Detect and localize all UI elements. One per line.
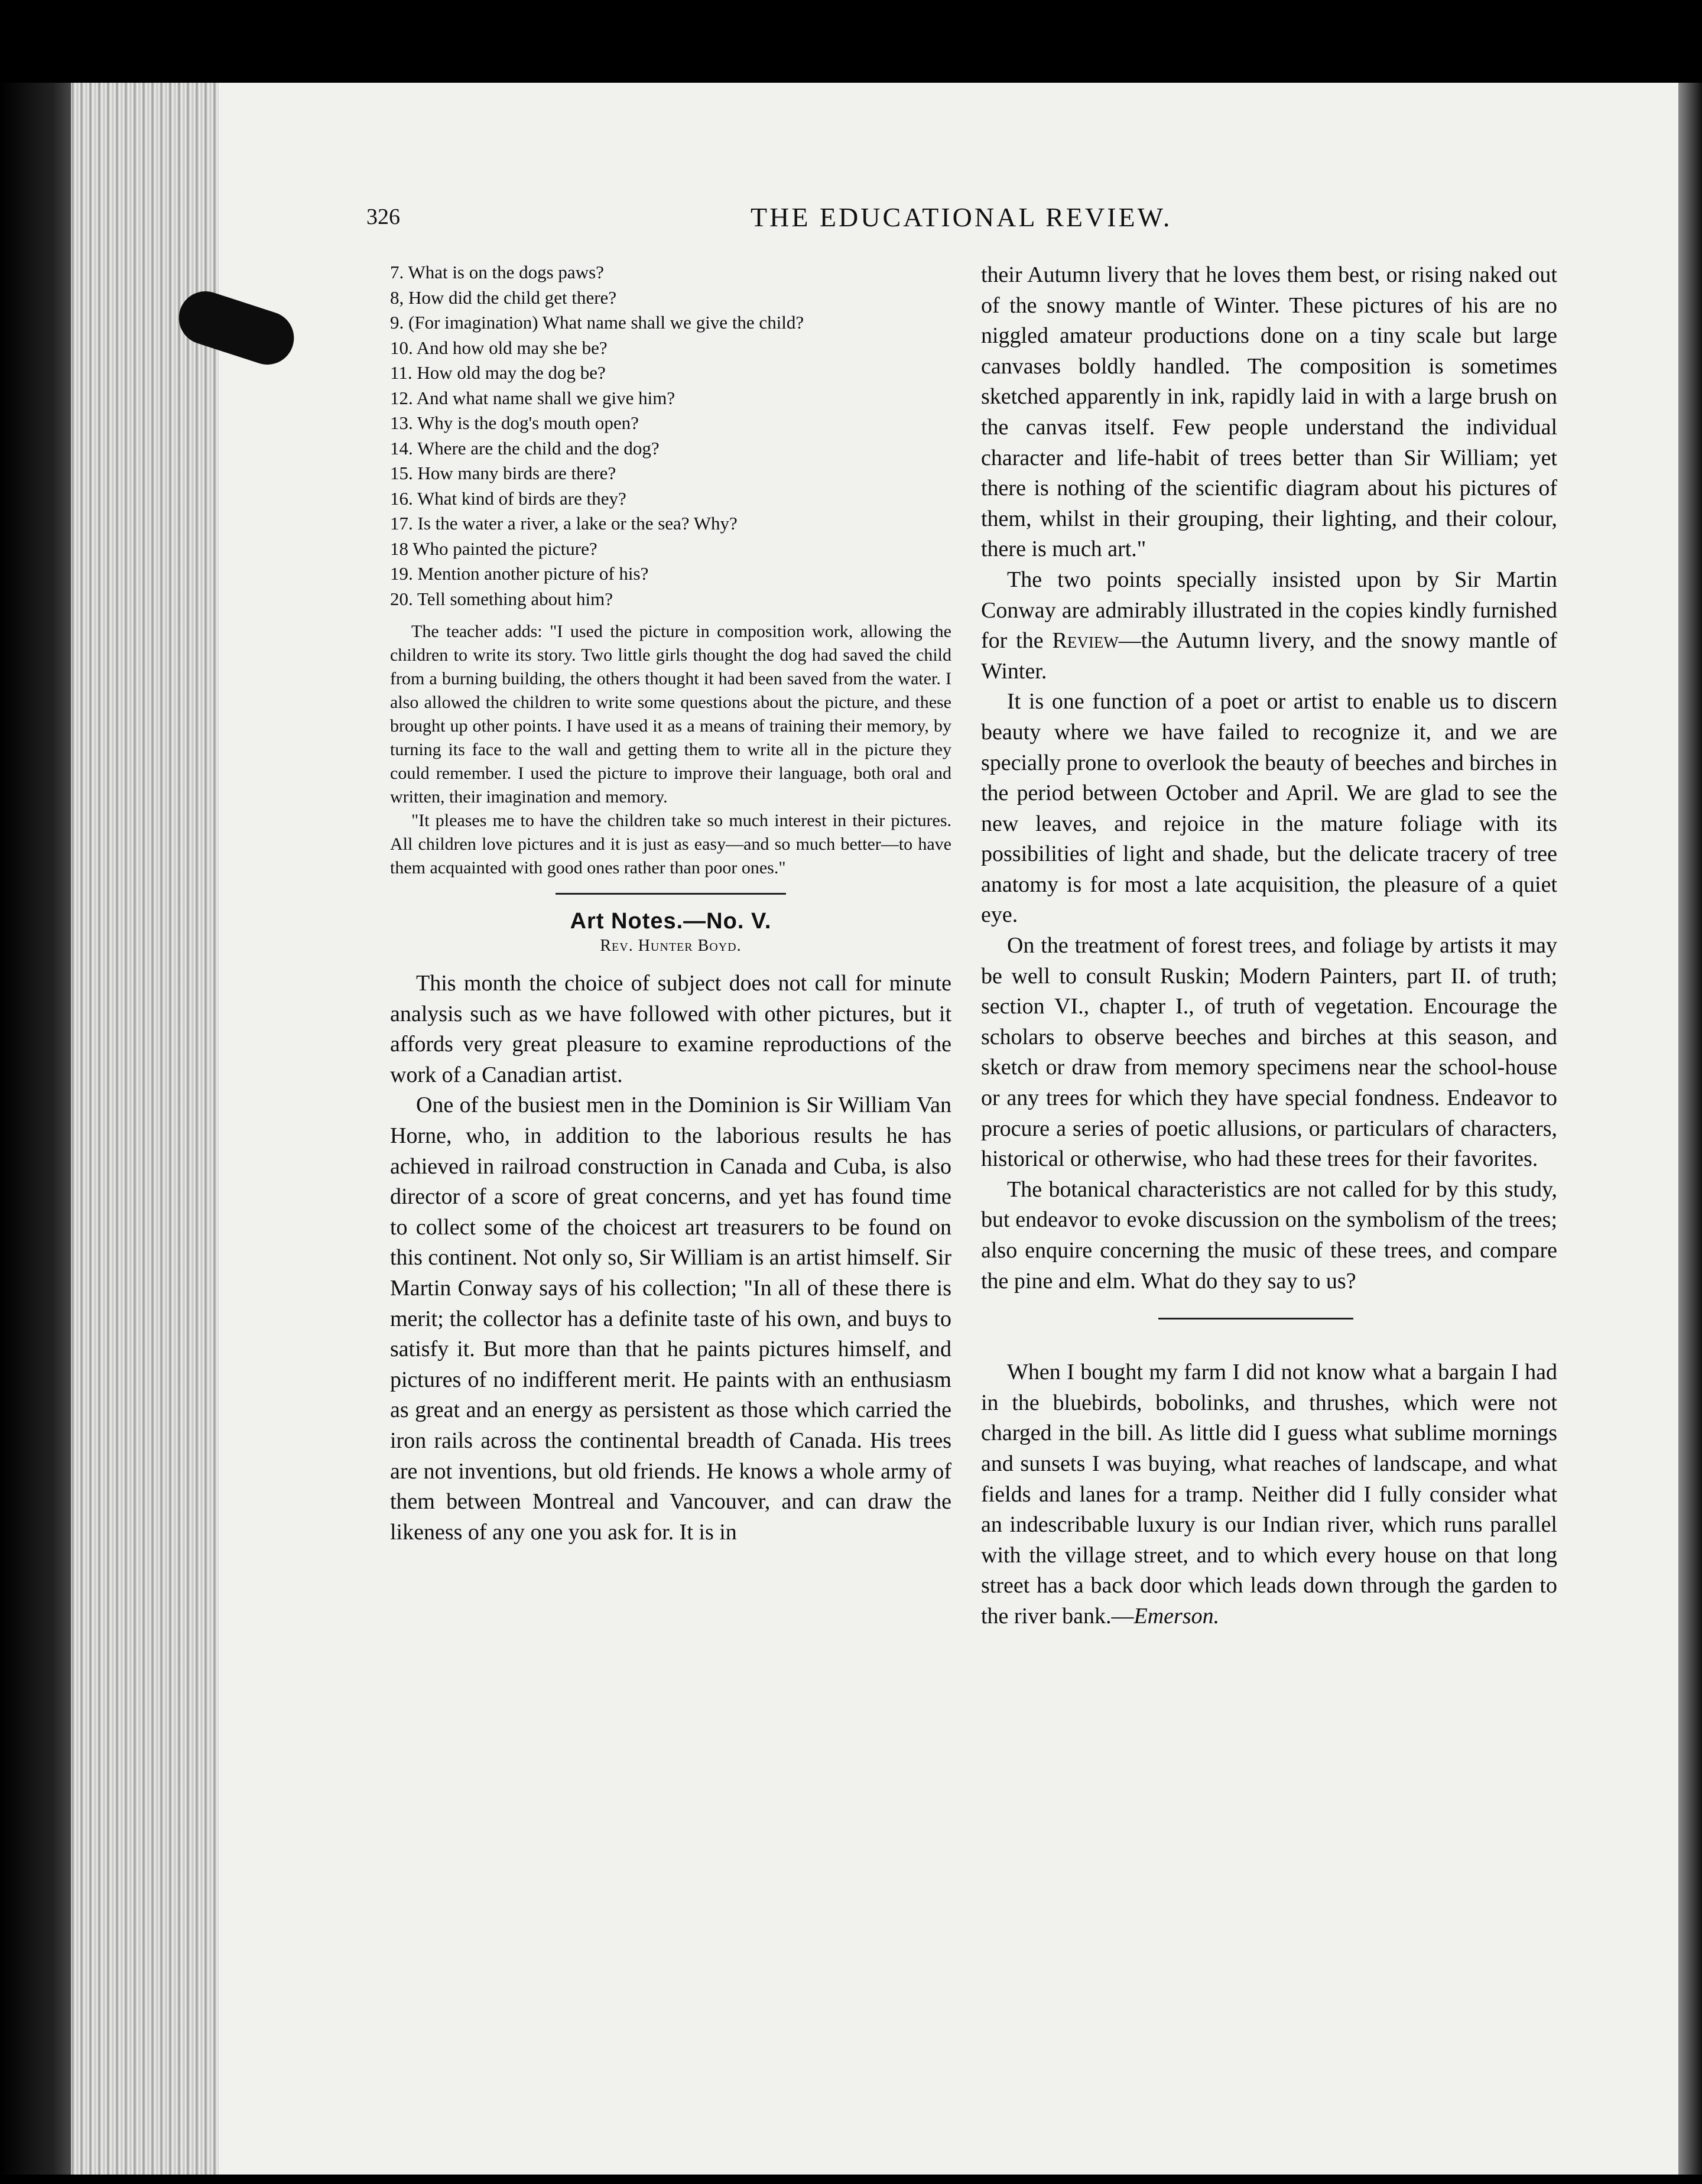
stacked-page-edges xyxy=(71,83,219,2175)
article-paragraph: This month the choice of subject does not call for minute analysis such as we have followed with other pictures, but it affords very great pleasure to examine reproductions of the work of a Canadian artist. xyxy=(390,971,951,1087)
question-item: 11. How old may the dog be? xyxy=(390,362,606,383)
article-paragraph: It is one function of a poet or artist to enable us to discern beauty where we have failed to recognize it, and we are specially prone to overlook the beauty of beeches and birches in the period between October and April. We are glad to see the new leaves, and rejoice in the mature foliage with its possibilities of light and shade, but the delicate tracery of tree anatomy is for most a late acquisition, the pleasure of a quiet eye. xyxy=(981,689,1557,928)
quote-attribution: Emerson. xyxy=(1133,1603,1220,1629)
question-item: 8, How did the child get there? xyxy=(390,287,617,308)
question-item: 14. Where are the child and the dog? xyxy=(390,437,660,459)
question-item: 15. How many birds are there? xyxy=(390,463,616,483)
emerson-quote xyxy=(981,1357,1557,1632)
article-text: —the Autumn livery, and the snowy mantle of Winter. xyxy=(981,628,1558,684)
teacher-note-paragraph: "It pleases me to have the children take so much interest in their pictures. All children love pictures and it is just as easy—and so much better—to have them acquainted with good ones rather than poor ones." xyxy=(390,811,951,878)
question-item: 13. Why is the dog's mouth open? xyxy=(390,412,639,433)
section-divider xyxy=(556,893,786,895)
question-item: 18 Who painted the picture? xyxy=(390,538,597,559)
question-item: 7. What is on the dogs paws? xyxy=(390,262,604,282)
article-paragraph xyxy=(981,565,1557,687)
article-paragraph: The botanical characteristics are not called for by this study, but endeavor to evoke discussion on the symbolism of the trees; also enquire concerning the music of these trees, and compare the pine and elm. What do they say to us? xyxy=(981,1176,1557,1294)
question-item: 17. Is the water a river, a lake or the sea? Why? xyxy=(390,513,738,534)
article-paragraph: their Autumn livery that he loves them best, or rising naked out of the snowy mantle of Winter. These pictures of his are no niggled amateur productions done on a tiny scale but large canvases boldly handled. The composition is sometimes sketched apparently in ink, rapidly laid in with a large brush on the canvas itself. Few people understand the individual character and life-habit of trees better than Sir William; yet there is nothing of the scientific diagram about his pictures of them, whilst in their grouping, their lighting, and their colour, there is much art." xyxy=(981,262,1557,562)
page-number: 326 xyxy=(366,204,400,229)
review-word: Review xyxy=(1052,628,1119,654)
question-item: 16. What kind of birds are they? xyxy=(390,488,626,509)
scan-right-border xyxy=(1678,83,1702,2175)
section-divider xyxy=(1158,1318,1353,1320)
article-paragraph: One of the busiest men in the Dominion is Sir William Van Horne, who, in addition to the laborious results he has achieved in railroad construction in Canada and Cuba, is also director of a score of great concerns, and yet has found time to collect some of the choicest art treasurers to be found on this continent. Not only so, Sir William is an artist himself. Sir Martin Conway says of his collection; "In all of these there is merit; the collector has a definite taste of his own, and buys to satisfy it. But more than that he paints pictures himself, and pictures of no indifferent merit. He paints with an enthusiasm as great and an energy as persistent as those which carried the iron rails across the continental breadth of Canada. His trees are not inventions, but old friends. He knows a whole army of them between Montreal and Vancouver, and can draw the likeness of any one you ask for. It is in xyxy=(390,1093,951,1545)
question-item: 20. Tell something about him? xyxy=(390,588,613,609)
article-byline: Rev. Hunter Boyd. xyxy=(600,937,742,955)
article-title: Art Notes.—No. V. xyxy=(570,909,772,934)
question-item: 19. Mention another picture of his? xyxy=(390,563,649,584)
question-item: 10. And how old may she be? xyxy=(390,337,608,358)
question-item: 12. And what name shall we give him? xyxy=(390,387,675,408)
quote-text: When I bought my farm I did not know what a bargain I had in the bluebirds, bobolinks, and thrushes, which were not charged in the bill. As little did I guess what sublime mornings and sunsets I was buying, what reaches of landscape, and what fields and lanes for a tramp. Neither did I fully consider what an indescribable luxury is our Indian river, which runs parallel with the village street, and to which every house on that long street has a back door which leads down through the garden to the river bank.— xyxy=(981,1360,1557,1629)
right-column xyxy=(981,260,1557,1632)
teacher-note-paragraph: The teacher adds: "I used the picture in composition work, allowing the children to write its story. Two little girls thought the dog had saved the child from a burning building, the others thought it had been saved from the water. I also allowed the children to write some questions about the picture, and these brought up other points. I have used it as a means of training their memory, by turning its face to the wall and getting them to write all in the picture they could remember. I used the picture to improve their language, both oral and written, their imagination and memory. xyxy=(390,622,951,807)
running-head xyxy=(366,204,1578,239)
question-list xyxy=(390,260,951,612)
article-paragraph: On the treatment of forest trees, and foliage by artists it may be well to consult Ruskin; Modern Painters, part II. of truth; section VI., chapter I., of truth of vegetation. Encourage the scholars to observe beeches and birches at this season, and sketch or draw from memory specimens near the school-house or any trees for which they have special fondness. Endeavor to procure a series of poetic allusions, or particulars of characters, historical or otherwise, who had these trees for their favorites. xyxy=(981,933,1557,1172)
left-column xyxy=(390,260,951,1548)
article-text: The two points specially insisted upon by Sir Martin Conway are admirably illustrated in the copies kindly furnished for the xyxy=(981,567,1557,654)
journal-title: THE EDUCATIONAL REVIEW. xyxy=(751,202,1172,232)
scan-top-border xyxy=(0,0,1702,83)
question-item: 9. (For imagination) What name shall we give the child? xyxy=(390,312,804,333)
